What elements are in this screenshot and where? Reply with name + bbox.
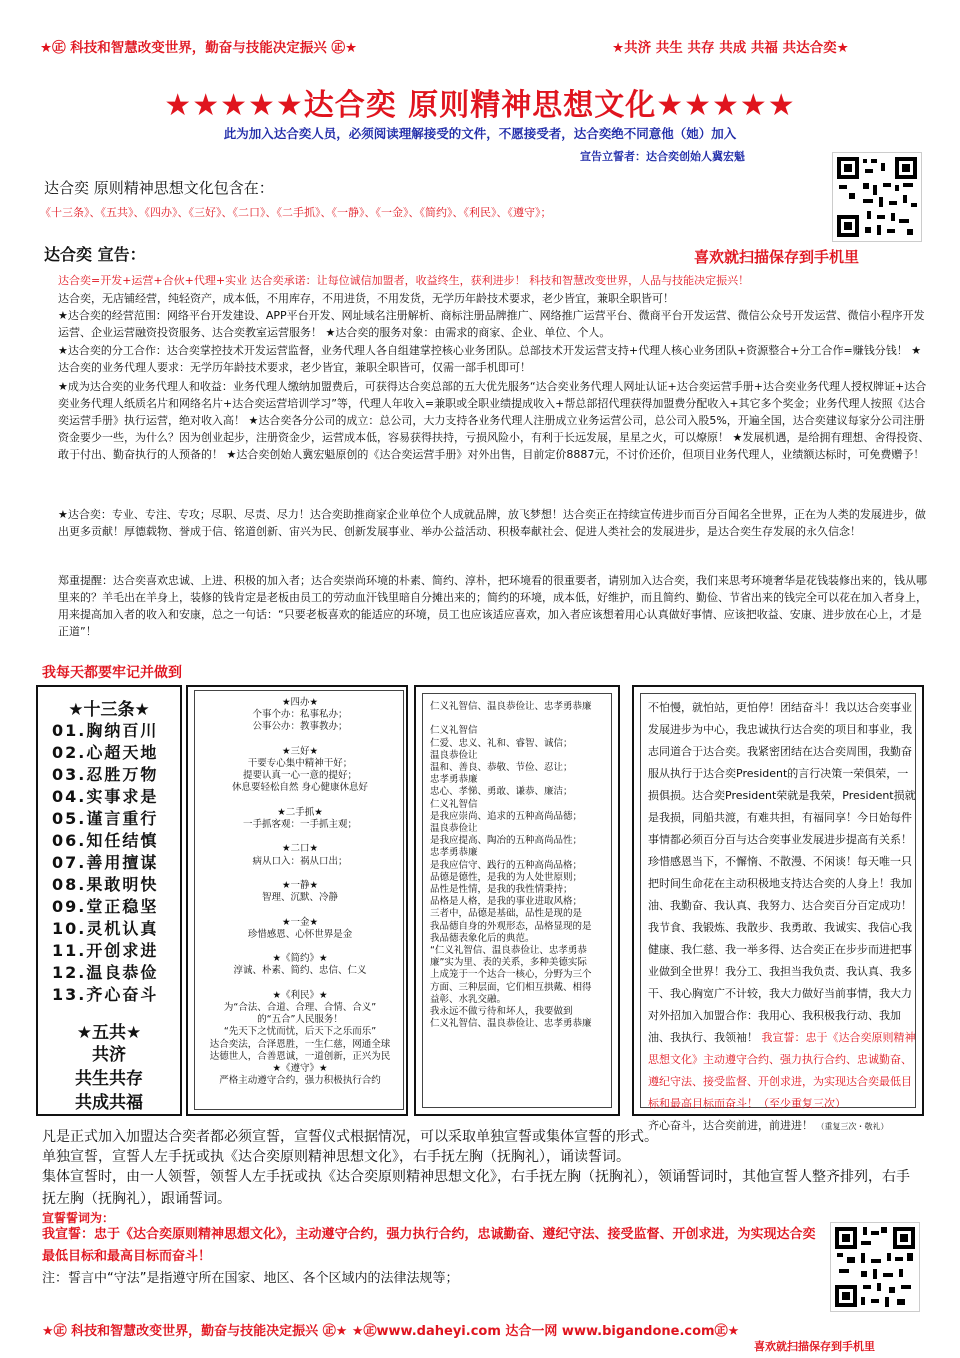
qr-code-icon [833,153,921,241]
virtues-line: 方面、三种层面，它们相互拱戴、相得 [430,981,592,993]
principles-line: 公事公办：教事教办； [252,721,348,733]
virtues-line: 益彰、水乳交融。 [430,993,507,1005]
principles-line: 达合奕法，合泽恩胜，一生仁慈，网通全球 [209,1038,391,1050]
principles-line: 为“合法、合道、合理、合情、合义” [223,1002,377,1014]
principles-line: ★二手抓★ [277,806,323,818]
virtues-line: 我永远不做亏待和坏人，我要做到 [430,1006,573,1018]
principles-text [195,697,405,1088]
virtues-line: 是我应信守、践行的五种高尚品格； [430,859,583,871]
commitment-tail: 齐心奋斗，达合奕前进，前进进！ [648,1119,813,1132]
oath-note: 注：誓言中“守法”是指遵守所在国家、地区、各个区域内的法律法规等； [42,1271,459,1286]
principles-box [194,690,404,1110]
principles-line: ★《遵守》★ [272,1063,328,1075]
five-commons-line-1: 共济 [92,1045,126,1065]
virtues-line: 仁义礼智信 [430,725,478,737]
principles-line: 提要认真一心一意的提好； [242,770,357,782]
virtues-line: 是我应提高、陶冶的五种高尚品性； [430,835,583,847]
virtues-box [414,685,620,1116]
business-scope: ★达合奕的经营范围：网络平台开发建设、APP平台开发、网址域名注册解析、商标注册品牌推广、网络推广运营平台、微商平台开发运营、微信公众号开发运营、微信小程序开发运营、企业运营融资投资服务、达合奕教室运营服务！ ★达合奕的服务对象：由需求的商家、企业、单位、个人。 [58,309,925,339]
virtues-line: 上成笼于一个达合一核心，分野为三个 [430,969,592,981]
virtues-line: 忠孝勇恭廉 [430,847,478,859]
virtues-line: 品格是人格，是我的事业进取风格； [430,896,583,908]
oath-text: 我宣誓：忠于《达合奕原则精神思想文化》，主动遵守合约，强力执行合约，忠诚勤奋、遵纪守法、接受监督、开创求进，为实现达合奕最低目标和最高目标而奋斗！ [42,1227,816,1264]
rule-item: 09.堂正稳坚 [52,897,159,916]
includes-list: 《十三条》、《五共》、《四办》、《三好》、《二口》、《二手抓》、《一静》、《一金》、《简约》、《利民》、《遵守》； [40,206,552,219]
principles-line: ★三好★ [281,745,319,757]
rule-item: 02.心超天地 [52,743,159,762]
scan-label-bottom: 喜欢就扫描保存到手机里 [754,1340,875,1353]
commitment-text: 达合奕=开发+运营+合伙+代理+实业 达合奕承诺：让每位诚信加盟者，收益终生，获利进步！ 科技和智慧改变世界，人品与技能决定振兴！ [58,274,750,287]
principles-line [195,795,405,807]
notice: 此为加入达合奕人员，必须阅读理解接受的文件，不愿接受者，达合奕绝不同意他（她）加入 [223,126,737,141]
virtues-line: 忠心、孝悌、勇敢、谦恭、廉洁； [430,786,573,798]
rule-item: 07.善用擅谋 [52,853,159,872]
thirteen-rules-heading: ★十三条★ [68,700,150,720]
footer-banner: ★㊣ 科技和智慧改变世界，勤奋与技能决定振兴 ㊣★ ★㊣www.daheyi.com 达合一网 www.bigandone.com㊣★ [42,1324,740,1339]
top-left-banner: ★㊣ 科技和智慧改变世界，勤奋与技能决定振兴 ㊣★ [40,40,358,56]
intro-line: 达合奕，无店铺经营，纯轻资产，成本低，不用库存，不用进货，不用发货，无学历年龄技术要求，老少皆宜，兼职全职皆可！ [58,292,674,305]
rule-item: 03.忍胜万物 [52,765,159,784]
principles-line: 病从口入：祸从口出； [252,855,348,867]
principles-line: “先天下之忧而忧，后天下之乐而乐” [223,1026,377,1038]
principles-line: 一手抓客观：一手抓主观； [242,819,357,831]
principles-line [195,734,405,746]
belief-paragraph: ★达合奕：专业、专注、专攻；尽职、尽责、尽力！达合奕助推商家企业单位个人成就品牌，放飞梦想！达合奕正在持续宣传进步而百分百闻名全世界，正在为人类的发展进步，做出更多贡献！厚德载物、誉成于信、铭道创新、宙兴为民、创新发展事业、举办公益活动、积极奉献社会、促进人类社会的发展进步，是达合奕生存发展的永久信念！ [58,508,926,538]
commitment-tail-small: （重复三次・敬礼） [816,1122,889,1131]
virtues-line: “仁义礼智信、温良恭俭让、忠孝勇恭 [430,945,587,957]
reminder-paragraph: 郑重提醒：达合奕喜欢忠诚、上进、积极的加入者；达合奕崇尚环境的朴素、简约、淳朴，把环境看的很重要者，请别加入达合奕，我们来思考环境奢华是花钱装修出来的，钱从哪里来的？羊毛出在羊身上，装修的钱肯定是老板由员工的劳动血汗钱里暗自分摊出来的；简约的环境，成本低，好维护，而且简约、勤俭、节省出来的钱完全可以花在加入者身上，用来提高加入者的收入和安康，总之一句话：“只要老板喜欢的能适应的环境，员工也应该适应喜欢，加入者应该想着用心认真做好事情、应该把收益、安康、进步放在心上，才是正道”！ [58,574,927,638]
virtues-line: 我品德自身的外观形态，品格显现的是 [430,920,592,932]
commitment-content [648,697,918,1138]
virtues-line: 温良恭俭让 [430,749,478,761]
qr-code-icon [831,1223,919,1311]
page-title: ★★★★★达合奕 原则精神思想文化★★★★★ [164,88,796,123]
principles-line: 的“五合”人民服务！ [257,1014,343,1026]
principles-line: 个事个办：私事私办； [252,709,348,721]
principles-line: ★二口★ [281,843,319,855]
virtues-line: 仁义礼智信 [430,798,478,810]
virtues-line: 品性是性情，是我的我性情秉持； [430,884,573,896]
top-right-banner: ★共济 共生 共存 共成 共福 共达合奕★ [612,40,849,56]
virtues-line: 我品德表象化后的典范。 [430,932,535,944]
principles-line: 淳诚、朴素、简约、忠信、仁义 [233,965,367,977]
rule-item: 11.开创求进 [52,941,159,960]
announce-label: 达合奕 宣告： [44,245,146,264]
commitment-oath: 我宣誓：忠于《达合奕原则精神思想文化》主动遵守合约、强力执行合约、忠诚勤奋、遵纪守法、接受监督、开创求进，为实现达合奕最低目标和最高目标而奋斗！（至少重复三次） [648,1031,916,1110]
virtues-line: 廉”实为里、表的关系，多种美德实际 [430,957,587,969]
principles-line: 达德世人，合善恩诚，一道创新，正兴为民 [209,1050,391,1062]
principles-line [195,904,405,916]
rule-item: 04.实事求是 [52,787,159,806]
principles-line: ★四办★ [281,697,319,708]
five-commons-heading: ★五共★ [76,1023,142,1043]
principles-line [195,868,405,880]
virtues-line: 仁义礼智信、温良恭俭让、忠孝勇恭廉 [430,1018,592,1030]
principles-line: ★《利民》★ [272,989,328,1001]
rule-item: 12.温良恭俭 [52,963,159,982]
virtues-text [430,701,610,1030]
agent-benefits: ★成为达合奕的业务代理人和收益：业务代理人缴纳加盟费后，可获得达合奕总部的五大优先服务“达合奕业务代理人网址认证+达合奕运营手册+达合奕业务代理人授权牌证+达合奕业务代理人纸质名片和网络名片+达合奕运营培训学习”等，代理人年收入=兼职或全职业绩提成收入+帮总部招代理获得加盟费分配收入+其它多个奖金；业务代理人按照《达合奕运营手册》执行运营，绝对收入高！ ★达合奕各分公司的成立：总公司，大力支持各业务代理人注册成立业务运营公司，总公司入股5%，开遍全国，达合奕建议每家分公司注册资金要少一些，为什么？因为创业起步，注册资金少，运营成本低，容易获得扶持，亏损风险小，有利于长远发展，星星之火，可以燎原！ ★发展机遇，是给拥有理想、舍得投资、敢于付出、勤奋执行的人预备的！ ★达合奕创始人冀宏魁原创的《达合奕运营手册》对外出售，目前定价8887元，不讨价还价，但项目业务代理人，业绩额达标时，可免费赠予！ [58,380,930,461]
principles-line: 休息要轻松自然 身心健康休息好 [231,782,369,794]
virtues-line: 温和、善良、恭敬、节俭、忍让； [430,762,573,774]
principles-line: 珍惜感恩、心怀世界是金 [247,928,353,940]
rule-item: 10.灵机认真 [52,919,159,938]
virtues-line: 三者中，品德是基础，品性是现的是 [430,908,583,920]
five-commons-line-2: 共生共存 [75,1069,143,1089]
division-of-work: ★达合奕的分工合作：达合奕掌控技术开发运营监督，业务代理人各自组建掌控核心业务团队。总部技术开发运营支持+代理人核心业务团队+资源整合+分工合作=赚钱分钱！ ★达合奕的业务代理人要求：无学历年龄技术要求，老少皆宜，兼职全职皆可，仅需一部手机即可！ [58,344,922,374]
rule-item: 06.知任结慎 [52,831,159,850]
commitment-line [58,272,926,289]
virtues-line: 仁爱、忠义、礼和、睿智、诚信； [430,737,573,749]
commitment-body: 不怕慢，就怕站，更怕停！团结奋斗！我以达合奕事业发展进步为中心，我忠诚执行达合奕的项目和事业，我志同道合于达合奕。我紧密团结在达合奕周围，我勤奋服从执行于达合奕President的言行决策一荣俱荣，一损俱损。达合奕President荣就是我荣，President损就是我损，同船共渡，有难共担，有福同享！今日始每件事情都必须百分百与达合奕事业发展进步提高有关系！珍惜感恩当下，不懈惰、不散漫、不闲谈！每天唯一只把时间生命花在主动积极地支持达合奕的人身上！我加油、我勤奋、我认真、我努力、达合奕百分百定成功！我节食、我锻炼、我散步、我勇敢、我诚实、我信心我健康、我仁慈、我一举多得、达合奕正在步步而进把事业做到全世界！我分工、我担当我负责、我认真、我多干、我心胸宽广不计较，我大力做好当前事情，我大力对外招加入加盟合作：我用心、我积极我行动、我加油、我执行、我领袖！ [648,701,916,1044]
rule-item: 13.齐心奋斗 [52,985,159,1004]
remember-heading: 我每天都要牢记并做到 [42,665,182,681]
principles-line [195,941,405,953]
five-commons-line-3: 共成共福 [75,1093,143,1113]
scan-label-top: 喜欢就扫描保存到手机里 [694,248,860,266]
pledge-line-3: 集体宣誓时，由一人领誓，领誓人左手抚或执《达合奕原则精神思想文化》，右手抚左胸（抚胸礼），领诵誓词时，其他宣誓人整齐排列，右手抚左胸（抚胸礼），跟诵誓词。 [42,1169,910,1207]
principles-line: ★一金★ [281,916,319,928]
commitment-box [632,685,924,1132]
rule-item: 08.果敢明快 [52,875,159,894]
rule-item: 05.谨言重行 [52,809,159,828]
thirteen-rules-list [38,720,180,1006]
principles-line: 严格主动遵守合约，强力积极执行合约 [219,1075,381,1087]
principles-line: ★一静★ [281,880,319,892]
virtues-line: 仁义礼智信、温良恭俭让、忠孝勇恭廉 [430,701,592,712]
principles-line: ★《简约》★ [272,953,328,965]
principles-line [195,978,405,990]
virtues-line: 忠孝勇恭廉 [430,774,478,786]
virtues-line: 品德是德性，是我的为人处世原则； [430,871,583,883]
pledge-line-1: 凡是正式加入加盟达合奕者都必须宣誓，宣誓仪式根据情况，可以采取单独宣誓或集体宣誓的形式。 [42,1129,658,1145]
virtues-line: 温良恭俭让 [430,823,478,835]
virtues-line [430,713,610,725]
oath-label: 宣誓誓词为： [42,1211,115,1225]
thirteen-rules-box [36,685,182,1116]
pledge-line-2: 单独宣誓，宣誓人左手抚或执《达合奕原则精神思想文化》，右手抚左胸（抚胸礼），诵读誓词。 [42,1149,630,1165]
includes-label: 达合奕 原则精神思想文化包含在： [44,179,274,197]
virtues-line: 是我应崇尚、追求的五种高尚品德； [430,810,583,822]
qr-code-bottom[interactable] [830,1222,920,1312]
principles-line [195,831,405,843]
qr-code-top[interactable] [832,152,922,242]
principles-line: 干要专心集中精神干好； [247,758,353,770]
principles-line: 智理、沉默、冷静 [261,892,338,904]
rule-item: 01.胸纳百川 [52,721,159,740]
set-by: 宣告立誓者：达合奕创始人冀宏魁 [580,150,745,163]
